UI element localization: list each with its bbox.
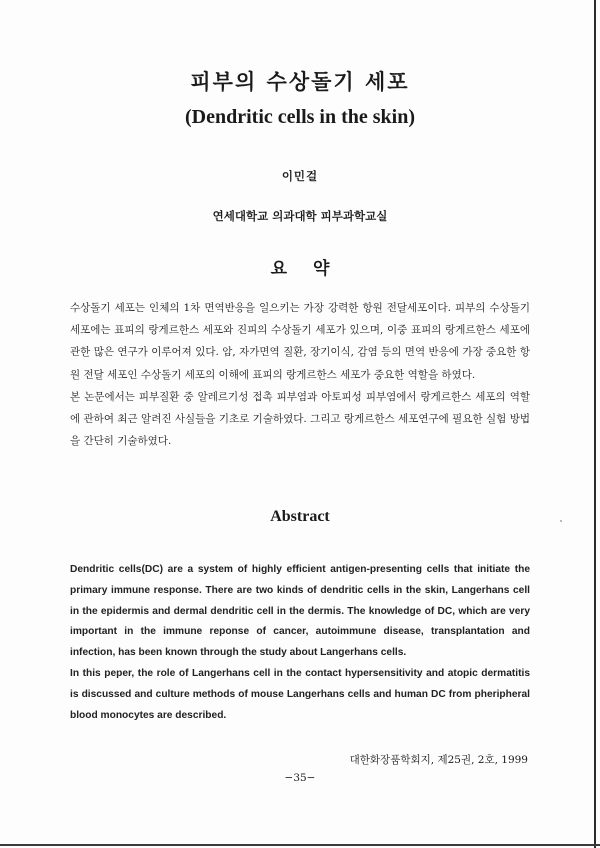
author-name: 이민걸	[281, 169, 319, 183]
title-korean: 피부의 수상돌기 세포	[190, 69, 410, 94]
summary-paragraph: 수상돌기 세포는 인체의 1차 면역반응을 일으키는 가장 강력한 항원 전달세포이다. 피부의 수상돌기 세포에는 표피의 랑게르한스 세포와 진피의 수상돌기 세포가 있으며, 이중 표피의 랑게르한스 세포에 관한 많은 연구가 이루어져 있다. 암, 자가면역 질환, 장기이식, 감염 등의 면역 반응에 가장 중요한 항원 전달 세포인 수상돌기 세포의 이해에 표피의 랑게르한스 세포가 중요한 역할을 하였다.	[70, 302, 530, 381]
title-english: (Dendritic cells in the skin)	[185, 106, 415, 128]
summary-heading: 요약	[270, 259, 356, 279]
journal-reference: 대한화장품학회지, 제25권, 2호, 1999	[349, 754, 528, 766]
page-edge-bottom	[0, 844, 600, 846]
abstract-body	[70, 560, 530, 726]
abstract-heading: Abstract	[270, 508, 330, 525]
abstract-paragraph: In this peper, the role of Langerhans cell in the contact hypersensitivity and atopic dermatitis is discussed and culture methods of mouse Langerhans cells and human DC from pheripheral blood monocytes are described.	[70, 667, 530, 721]
author-affiliation: 연세대학교 의과대학 피부과학교실	[212, 209, 388, 223]
summary-body	[70, 297, 530, 452]
summary-paragraph: 본 논문에서는 피부질환 중 알레르기성 접촉 피부염과 아토피성 피부염에서 랑게르한스 세포의 역할에 관하여 최근 알려진 사실들을 기초로 기술하였다. 그리고 랑게르한스 세포연구에 필요한 실험 방법을 간단히 기술하였다.	[70, 390, 530, 448]
abstract-paragraph: Dendritic cells(DC) are a system of highly efficient antigen-presenting cells that initiate the primary immune response. There are two kinds of dendritic cells in the skin, Langerhans cell in the epidermis and dermal dendritic cell in the dermis. The knowledge of DC, which are very important in the immune reponse of cancer, autoimmune disease, transplantation and infection, has been known through the study about Langerhans cells.	[70, 564, 530, 659]
page-number: −35−	[284, 772, 316, 784]
